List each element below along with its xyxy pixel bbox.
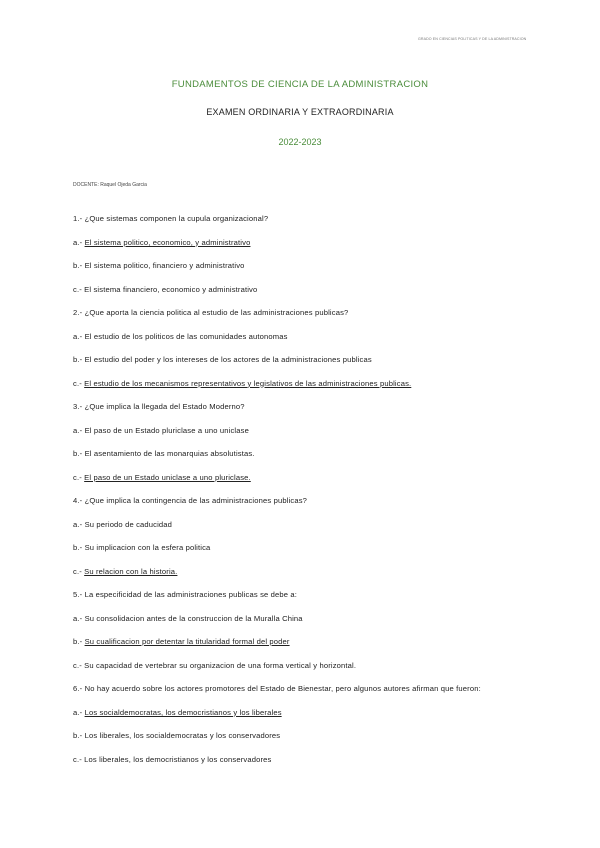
correct-answer-text: Su relacion con la historia. [84, 566, 178, 576]
option-text: Su consolidacion antes de la construccion de la Muralla China [84, 613, 303, 623]
option-text: Los liberales, los socialdemocratas y los conservadores [84, 731, 281, 740]
answer-option [73, 520, 172, 529]
option-prefix: b.- [73, 543, 85, 552]
question-text: 5.- La especificidad de las administraciones publicas se debe a: [73, 590, 298, 599]
option-text: El paso de un Estado pluriclase a uno uniclase [84, 425, 249, 435]
document-subtitle: EXAMEN ORDINARIA Y EXTRAORDINARIA [206, 107, 394, 117]
answer-option [73, 543, 210, 552]
question-text: 4.- ¿Que implica la contingencia de las administraciones publicas? [73, 496, 308, 505]
option-text: El asentamiento de las monarquias absolutistas. [84, 449, 255, 458]
option-prefix: c.- [73, 378, 85, 388]
option-prefix: c.- [73, 566, 85, 576]
option-prefix: a.- [73, 519, 85, 529]
answer-option [73, 755, 272, 764]
option-prefix: c.- [73, 754, 85, 764]
teacher-name: DOCENTE: Raquel Ojeda Garcia [73, 182, 147, 188]
answer-option [73, 238, 250, 247]
option-text: El sistema financiero, economico y administrativo [84, 284, 258, 294]
option-prefix: c.- [73, 660, 85, 670]
correct-answer-text: El estudio de los mecanismos representativos y legislativos de las administraciones publicas. [84, 378, 412, 388]
correct-answer-text: Los socialdemocratas, los democristianos y los liberales [84, 707, 282, 717]
academic-year: 2022-2023 [278, 137, 322, 147]
correct-answer-text: El paso de un Estado uniclase a uno pluriclase. [84, 472, 251, 482]
option-text: El sistema politico, financiero y administrativo [84, 261, 245, 270]
option-prefix: b.- [73, 449, 85, 458]
option-prefix: b.- [73, 731, 85, 740]
option-prefix: a.- [73, 613, 85, 623]
option-text: El estudio del poder y los intereses de los actores de la administraciones publicas [84, 355, 372, 364]
option-text: El estudio de los politicos de las comunidades autonomas [84, 331, 288, 341]
answer-option [73, 567, 177, 576]
option-text: Los liberales, los democristianos y los conservadores [84, 754, 272, 764]
option-prefix: c.- [73, 284, 85, 294]
question-text: 1.- ¿Que sistemas componen la cupula organizacional? [73, 214, 269, 223]
answer-option [73, 473, 251, 482]
answer-option [73, 708, 282, 717]
option-prefix: c.- [73, 472, 85, 482]
option-text: Su periodo de caducidad [84, 519, 173, 529]
option-prefix: a.- [73, 237, 85, 247]
answer-option [73, 332, 288, 341]
correct-answer-text: El sistema politico, economico, y administrativo [84, 237, 251, 247]
answer-option [73, 637, 290, 646]
option-prefix: b.- [73, 355, 85, 364]
header-note: GRADO EN CIENCIAS POLITICAS Y DE LA ADMINISTRACION [418, 37, 527, 41]
question-text: 6.- No hay acuerdo sobre los actores promotores del Estado de Bienestar, pero algunos autores afirman que fueron: [73, 684, 481, 693]
option-prefix: a.- [73, 331, 85, 341]
document-title: FUNDAMENTOS DE CIENCIA DE LA ADMINISTRACION [171, 79, 429, 90]
option-prefix: b.- [73, 637, 85, 646]
answer-option [73, 614, 303, 623]
answer-option [73, 731, 280, 740]
answer-option [73, 261, 245, 270]
answer-option [73, 426, 249, 435]
correct-answer-text: Su cualificacion por detentar la titularidad formal del poder [84, 637, 290, 646]
answer-option [73, 285, 257, 294]
option-text: Su capacidad de vertebrar su organizacion de una forma vertical y horizontal. [84, 660, 357, 670]
answer-option [73, 379, 411, 388]
question-text: 3.- ¿Que implica la llegada del Estado Moderno? [73, 402, 245, 411]
option-prefix: a.- [73, 707, 85, 717]
answer-option [73, 449, 255, 458]
question-text: 2.- ¿Que aporta la ciencia politica al estudio de las administraciones publicas? [73, 308, 349, 317]
option-prefix: a.- [73, 425, 85, 435]
option-prefix: b.- [73, 261, 85, 270]
answer-option [73, 661, 356, 670]
answer-option [73, 355, 372, 364]
option-text: Su implicacion con la esfera politica [84, 543, 211, 552]
